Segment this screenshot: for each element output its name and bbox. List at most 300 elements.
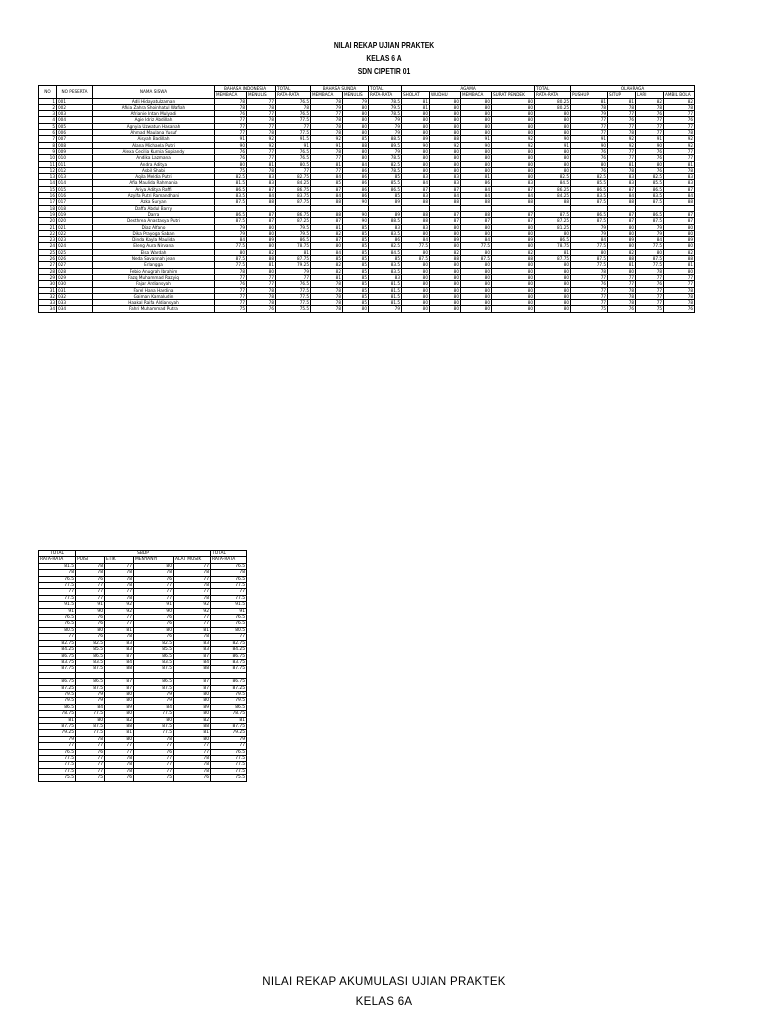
table-cell: Haakal Raifa Aldiansyah: [93, 300, 215, 306]
table-cell: 77.5: [276, 130, 311, 136]
table-cell: 87.5: [215, 218, 247, 224]
table-cell: 80: [535, 161, 571, 167]
table-cell: 030: [57, 281, 93, 287]
table-cell: 86.75: [276, 211, 311, 217]
table-cell: 014: [57, 180, 93, 186]
table-cell: 76: [608, 117, 636, 123]
table-cell: 82.75: [39, 640, 76, 646]
table-cell: 019: [57, 211, 93, 217]
table-cell: 78: [311, 281, 343, 287]
table-cell: 80: [402, 300, 430, 306]
table-cell: 80: [430, 268, 461, 274]
table-cell: 82.5: [636, 174, 664, 180]
sub-header-cell: SURAT PENDEK: [492, 92, 535, 98]
table-cell: 83.5: [76, 659, 105, 665]
table-cell: 77: [76, 583, 105, 589]
table-cell: 80: [664, 230, 695, 236]
table-cell: 87: [311, 218, 343, 224]
table-cell: 82.5: [215, 174, 247, 180]
table-cell: 77: [76, 755, 105, 761]
table-cell: 77: [608, 123, 636, 129]
sub-header-cell: LARI: [636, 92, 664, 98]
table-cell: 87.5: [461, 256, 492, 262]
table-cell: 80: [535, 287, 571, 293]
table-cell: 80: [402, 262, 430, 268]
table-cell: 79.5: [276, 224, 311, 230]
table-cell: 79.25: [211, 730, 247, 736]
table-cell: 80: [247, 243, 276, 249]
table-cell: 1: [39, 98, 57, 104]
table-cell: 92: [247, 142, 276, 148]
table-cell: 88: [105, 666, 134, 672]
table-cell: 89: [369, 211, 402, 217]
table-cell: 84: [664, 193, 695, 199]
table-cell: 86.5: [636, 186, 664, 192]
table-cell: 84.25: [39, 647, 76, 653]
table-cell: 88: [492, 199, 535, 205]
table-cell: Fajar Ardiansyah: [93, 281, 215, 287]
table-cell: 79: [369, 123, 402, 129]
table-cell: 80: [430, 293, 461, 299]
table-cell: 77: [215, 117, 247, 123]
table-cell: 91: [461, 136, 492, 142]
table-cell: 76: [571, 281, 608, 287]
class-label: KELAS 6 A: [366, 53, 402, 63]
table-cell: 80: [402, 155, 430, 161]
table-cell: 91: [134, 602, 174, 608]
table-cell: 88: [247, 256, 276, 262]
table-cell: Gaiman Kamaludin: [93, 293, 215, 299]
table-cell: 84: [311, 249, 343, 255]
table-cell: 78: [664, 104, 695, 110]
table-cell: 91: [535, 142, 571, 148]
sub-header-cell: MENULIS: [247, 92, 276, 98]
table-cell: 81.5: [369, 293, 402, 299]
table-cell: 24: [39, 243, 57, 249]
table-cell: 80: [215, 161, 247, 167]
table-cell: 80: [430, 300, 461, 306]
table-cell: 78: [636, 268, 664, 274]
table-cell: 83: [608, 174, 636, 180]
table-cell: 91.5: [39, 602, 76, 608]
table-cell: 79: [134, 698, 174, 704]
table-cell: 88: [461, 211, 492, 217]
table-cell: 83: [247, 180, 276, 186]
table-cell: 91: [39, 608, 76, 614]
table-cell: 92: [492, 136, 535, 142]
table-cell: 87.5: [402, 256, 430, 262]
table-cell: 77: [571, 293, 608, 299]
table-row: [39, 243, 695, 249]
table-cell: 77: [211, 743, 247, 749]
table-cell: 77.5: [215, 262, 247, 268]
table-cell: 83: [402, 174, 430, 180]
table-cell: 81: [105, 730, 134, 736]
table-cell: 78: [76, 563, 105, 569]
table-cell: Alexa Cecilia Kurnia Sopiandy: [93, 148, 215, 154]
table-cell: 015: [57, 186, 93, 192]
table-cell: 76: [247, 306, 276, 312]
table-cell: 80.5: [276, 161, 311, 167]
sub-header-cell: PUSHUP: [571, 92, 608, 98]
table-cell: 80: [461, 281, 492, 287]
table-cell: 78: [174, 583, 211, 589]
table-cell: 80: [402, 281, 430, 287]
table-cell: 80.25: [535, 104, 571, 110]
table-cell: 78: [664, 167, 695, 173]
table-cell: 78.75: [39, 711, 76, 717]
table-cell: 80: [343, 155, 369, 161]
table-cell: 022: [57, 230, 93, 236]
table-cell: 80: [430, 155, 461, 161]
table-cell: 80: [492, 287, 535, 293]
sub-header-cell: RATA-RATA: [39, 557, 76, 563]
table-cell: Farel Hana Hardina: [93, 287, 215, 293]
table-cell: 78: [276, 104, 311, 110]
table-cell: 87.5: [215, 199, 247, 205]
table-cell: 80: [492, 104, 535, 110]
table-cell: 80: [535, 300, 571, 306]
table-cell: 80: [461, 130, 492, 136]
table-cell: 81: [664, 262, 695, 268]
table-cell: 77: [664, 111, 695, 117]
table-cell: 80: [535, 167, 571, 173]
table-cell: 78: [76, 736, 105, 742]
table-cell: 92: [664, 142, 695, 148]
table-cell: 34: [39, 306, 57, 312]
table-cell: Fazq Muhammad Razyiq: [93, 274, 215, 280]
sbdp-score-table: [38, 550, 247, 782]
table-cell: 77.5: [461, 243, 492, 249]
table-cell: 77: [105, 589, 134, 595]
table-cell: 80: [343, 104, 369, 110]
table-cell: 90: [343, 218, 369, 224]
table-cell: 85: [369, 193, 402, 199]
table-cell: 18: [39, 205, 57, 211]
table-cell: 87: [105, 653, 134, 659]
table-cell: 82.5: [369, 243, 402, 249]
table-cell: 84: [461, 186, 492, 192]
table-cell: 77: [134, 595, 174, 601]
table-cell: 92: [174, 608, 211, 614]
table-cell: 80: [430, 306, 461, 312]
table-cell: 80: [343, 123, 369, 129]
table-cell: 88: [608, 256, 636, 262]
table-cell: 87.5: [134, 723, 174, 729]
table-cell: 77: [571, 117, 608, 123]
table-cell: 75: [76, 775, 105, 781]
table-cell: 80: [174, 711, 211, 717]
table-cell: 77.5: [215, 243, 247, 249]
table-cell: 79: [311, 104, 343, 110]
table-cell: 77: [76, 743, 105, 749]
table-cell: 012: [57, 167, 93, 173]
table-cell: 80: [492, 174, 535, 180]
table-cell: 79: [571, 111, 608, 117]
table-cell: 77: [174, 576, 211, 582]
table-cell: 80: [535, 306, 571, 312]
table-cell: 90: [343, 211, 369, 217]
table-cell: 77: [76, 589, 105, 595]
table-cell: 89: [369, 199, 402, 205]
table-cell: 81: [461, 174, 492, 180]
table-cell: 81.5: [369, 300, 402, 306]
table-cell: 77: [247, 98, 276, 104]
table-cell: 83.5: [369, 230, 402, 236]
table-cell: 87: [608, 211, 636, 217]
table-cell: 76: [134, 621, 174, 627]
table-cell: 77: [636, 123, 664, 129]
table-cell: 80: [492, 167, 535, 173]
sub-header-cell: MEMBACA: [461, 92, 492, 98]
table-cell: 80: [215, 249, 247, 255]
col-total-bi: TOTAL: [276, 86, 311, 92]
table-cell: 77: [608, 148, 636, 154]
table-cell: 86.5: [571, 211, 608, 217]
table-cell: 77: [215, 287, 247, 293]
table-cell: 80: [492, 274, 535, 280]
table-cell: 77.5: [211, 583, 247, 589]
table-cell: 80: [174, 698, 211, 704]
table-cell: 010: [57, 155, 93, 161]
table-cell: 81: [608, 98, 636, 104]
table-cell: 87: [311, 237, 343, 243]
table-cell: 76: [636, 148, 664, 154]
table-cell: 84: [461, 193, 492, 199]
table-cell: 76: [215, 148, 247, 154]
table-cell: 87: [492, 186, 535, 192]
table-cell: 80: [247, 268, 276, 274]
table-cell: 86.5: [215, 211, 247, 217]
table-cell: 77: [636, 274, 664, 280]
table-cell: 30: [39, 281, 57, 287]
table-cell: 76.5: [276, 155, 311, 161]
table-cell: 77: [247, 274, 276, 280]
table-cell: 84: [492, 193, 535, 199]
table-cell: Agnyia Uzwatun Hasanah: [93, 123, 215, 129]
table-cell: 77.5: [39, 768, 76, 774]
table-cell: 80: [402, 293, 430, 299]
col-total-bs: TOTAL: [369, 86, 402, 92]
table-cell: 80: [461, 287, 492, 293]
table-cell: 80: [402, 274, 430, 280]
table-cell: 82.5: [76, 640, 105, 646]
table-cell: 76.5: [39, 576, 76, 582]
table-cell: 77: [311, 155, 343, 161]
table-cell: 77: [664, 274, 695, 280]
table-cell: Agie Idriz Abdillah: [93, 117, 215, 123]
table-cell: 020: [57, 218, 93, 224]
table-cell: 83.75: [39, 659, 76, 665]
table-cell: 87.25: [535, 218, 571, 224]
table-cell: 80.5: [39, 627, 76, 633]
table-cell: 84.5: [369, 249, 402, 255]
table-cell: 77.5: [76, 711, 105, 717]
table-cell: 77.5: [636, 262, 664, 268]
table-cell: 87: [311, 186, 343, 192]
table-cell: 86: [343, 186, 369, 192]
table-cell: 90: [535, 136, 571, 142]
table-cell: 32: [39, 293, 57, 299]
table-cell: 80: [492, 293, 535, 299]
table-cell: 78: [311, 130, 343, 136]
sub-header-cell: WUDHU: [430, 92, 461, 98]
table-cell: 87.5: [535, 211, 571, 217]
table-cell: 81.5: [39, 563, 76, 569]
table-cell: 78: [215, 268, 247, 274]
table-cell: 13: [39, 174, 57, 180]
table-cell: 80: [492, 161, 535, 167]
table-cell: 80: [174, 691, 211, 697]
table-cell: 77: [636, 287, 664, 293]
table-cell: 89: [247, 237, 276, 243]
table-cell: 85: [343, 300, 369, 306]
table-cell: 84.5: [535, 180, 571, 186]
table-cell: 86.5: [134, 653, 174, 659]
table-cell: 87.75: [535, 256, 571, 262]
table-cell: 87.5: [76, 666, 105, 672]
table-cell: 80: [247, 230, 276, 236]
table-cell: 77: [134, 755, 174, 761]
table-cell: 77: [247, 123, 276, 129]
table-cell: 87: [247, 186, 276, 192]
table-cell: 82.5: [134, 640, 174, 646]
table-cell: 88: [430, 199, 461, 205]
table-cell: 79.25: [276, 262, 311, 268]
table-cell: Febio Anugrah Ibrahim: [93, 268, 215, 274]
table-row: [39, 256, 695, 262]
table-cell: 82: [311, 230, 343, 236]
table-cell: 80: [430, 123, 461, 129]
table-cell: 77: [105, 621, 134, 627]
table-cell: 78: [311, 300, 343, 306]
table-cell: 77: [311, 167, 343, 173]
table-cell: 86: [461, 180, 492, 186]
table-cell: 25: [39, 249, 57, 255]
table-cell: 87.75: [211, 723, 247, 729]
table-cell: 77: [664, 281, 695, 287]
table-cell: 86.75: [211, 679, 247, 685]
table-cell: 84.25: [276, 180, 311, 186]
table-cell: 77: [39, 634, 76, 640]
table-cell: 86.75: [39, 679, 76, 685]
table-cell: 75: [636, 306, 664, 312]
table-cell: 79: [369, 306, 402, 312]
table-cell: 77: [211, 589, 247, 595]
table-cell: 87.75: [276, 256, 311, 262]
table-cell: 025: [57, 249, 93, 255]
table-cell: Azka Suryan: [93, 199, 215, 205]
table-cell: 80: [492, 230, 535, 236]
table-cell: 84: [402, 237, 430, 243]
table-cell: 80: [461, 104, 492, 110]
table-cell: 80: [430, 130, 461, 136]
sub-header-cell: SITUP: [608, 92, 636, 98]
table-cell: 80: [430, 274, 461, 280]
table-cell: 81: [311, 161, 343, 167]
table-cell: 22: [39, 230, 57, 236]
table-cell: 75: [134, 775, 174, 781]
table-cell: 77: [311, 111, 343, 117]
table-cell: 78: [247, 293, 276, 299]
table-cell: Alana Michaela Putri: [93, 142, 215, 148]
table-cell: 77: [105, 563, 134, 569]
table-cell: 79: [215, 224, 247, 230]
table-cell: 77.5: [636, 243, 664, 249]
sub-header-cell: PUISI: [76, 557, 105, 563]
table-cell: 80: [134, 563, 174, 569]
table-cell: 90: [76, 608, 105, 614]
table-cell: 77: [105, 749, 134, 755]
table-cell: 77: [174, 589, 211, 595]
table-cell: 87: [430, 211, 461, 217]
table-cell: 82: [105, 717, 134, 723]
table-cell: 80: [492, 111, 535, 117]
table-cell: 78: [215, 98, 247, 104]
table-cell: 82: [311, 262, 343, 268]
table-cell: 78: [311, 287, 343, 293]
table-cell: 80: [535, 111, 571, 117]
table-cell: 78.5: [369, 98, 402, 104]
table-cell: 80: [461, 230, 492, 236]
table-cell: 76: [76, 621, 105, 627]
table-cell: 84: [215, 237, 247, 243]
table-cell: 81: [664, 161, 695, 167]
table-cell: 80: [492, 117, 535, 123]
table-cell: 79: [571, 224, 608, 230]
table-cell: Afia Maulida Rahmania: [93, 180, 215, 186]
table-cell: 77: [636, 130, 664, 136]
table-cell: 79: [211, 736, 247, 742]
table-cell: 8: [39, 142, 57, 148]
table-cell: 82: [636, 98, 664, 104]
table-cell: 78: [608, 104, 636, 110]
table-cell: 80: [535, 293, 571, 299]
table-cell: 79.5: [211, 691, 247, 697]
table-cell: Eleng Aura Nirvana: [93, 243, 215, 249]
table-cell: 87.75: [211, 666, 247, 672]
table-cell: 87.5: [134, 666, 174, 672]
table-cell: 14: [39, 180, 57, 186]
table-cell: 80: [430, 167, 461, 173]
table-cell: 78: [636, 104, 664, 110]
table-cell: 79.5: [211, 698, 247, 704]
table-cell: 90: [134, 608, 174, 614]
table-cell: 78: [664, 287, 695, 293]
table-cell: 80: [664, 224, 695, 230]
table-cell: 79: [636, 230, 664, 236]
table-cell: 77.5: [39, 762, 76, 768]
table-cell: Ariya Aditya Raffi: [93, 186, 215, 192]
table-cell: 78.5: [369, 167, 402, 173]
table-cell: 78: [134, 570, 174, 576]
table-cell: 77.5: [211, 762, 247, 768]
table-cell: 80: [535, 268, 571, 274]
table-cell: 87.75: [39, 723, 76, 729]
table-cell: 80.5: [211, 627, 247, 633]
table-cell: 87: [174, 679, 211, 685]
table-cell: 83: [105, 640, 134, 646]
col-no: NO: [39, 86, 57, 99]
table-cell: 79: [369, 148, 402, 154]
table-cell: 29: [39, 274, 57, 280]
footer-title: NILAI REKAP AKUMULASI UJIAN PRAKTEK: [262, 976, 506, 988]
table-cell: 77.5: [276, 293, 311, 299]
table-cell: 78: [311, 123, 343, 129]
table-cell: 80: [608, 243, 636, 249]
table-cell: 78: [247, 130, 276, 136]
col-total-agama: TOTAL: [535, 86, 571, 92]
